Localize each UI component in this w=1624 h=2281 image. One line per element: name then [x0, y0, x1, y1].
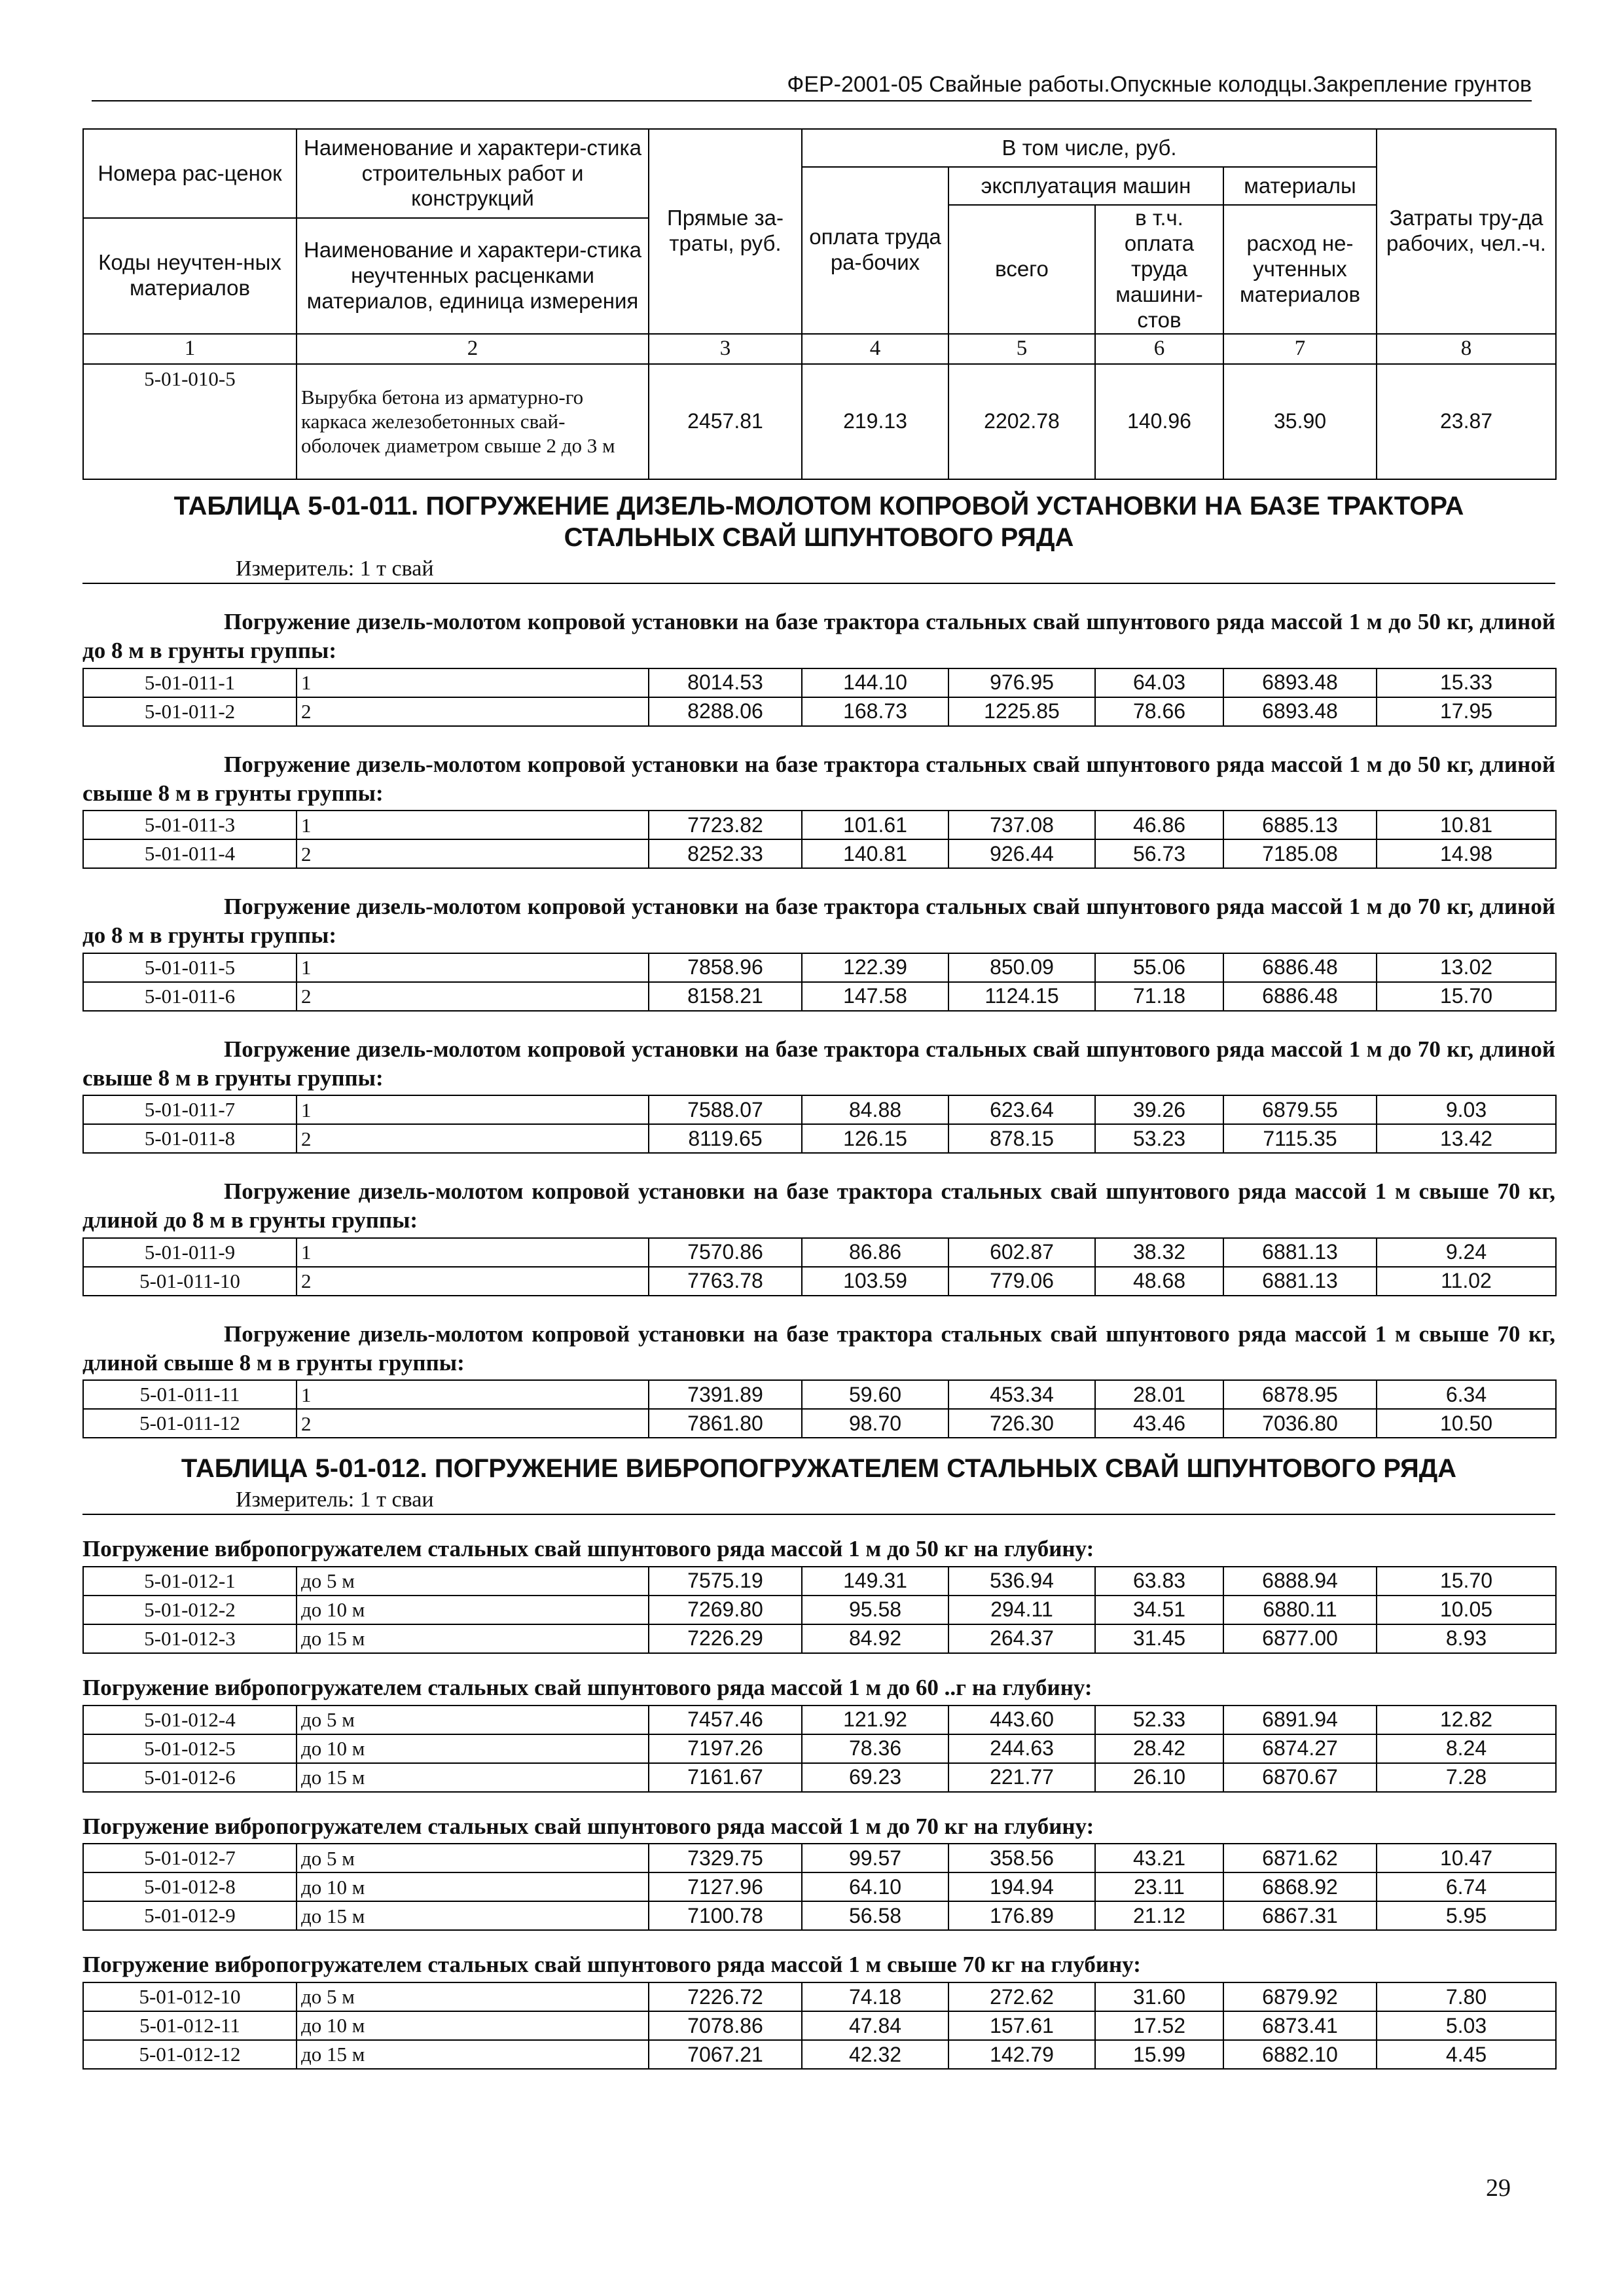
column-number: 8 [1377, 334, 1556, 364]
materials: 6885.13 [1223, 811, 1377, 839]
table-row [83, 1982, 1556, 2011]
labor-costs: 14.98 [1377, 839, 1556, 868]
worker-pay: 74.18 [802, 1982, 948, 2011]
worker-pay: 86.86 [802, 1238, 948, 1267]
machines-total: 221.77 [948, 1763, 1095, 1792]
rate-code: 5-01-012-2 [83, 1596, 297, 1624]
group-title: Погружение вибропогружателем стальных свай шпунтового ряда массой 1 м свыше 70 кг на глубину: [82, 1952, 1141, 1978]
worker-pay: 144.10 [802, 668, 948, 697]
labor-costs: 10.50 [1377, 1409, 1556, 1438]
col-header-work-name: Наименование и характери-стика строительных работ и конструкций [297, 129, 649, 218]
table-row [83, 953, 1556, 982]
rate-name: 2 [297, 697, 649, 726]
machines-total: 623.64 [948, 1095, 1095, 1124]
materials: 6879.55 [1223, 1095, 1377, 1124]
labor-costs: 10.47 [1377, 1844, 1556, 1872]
worker-pay: 122.39 [802, 953, 948, 982]
table-012-title [82, 1438, 1555, 1485]
machines-total: 272.62 [948, 1982, 1095, 2011]
materials: 7036.80 [1223, 1409, 1377, 1438]
rate-code: 5-01-012-1 [83, 1567, 297, 1596]
table-row [83, 811, 1556, 839]
direct-costs: 7570.86 [649, 1238, 802, 1267]
rate-name: 1 [297, 668, 649, 697]
rate-code: 5-01-011-2 [83, 697, 297, 726]
machines-total: 926.44 [948, 839, 1095, 868]
group-title: Погружение дизель-молотом копровой установки на базе трактора стальных свай шпунтового ряда массой 1 м до 50 кг, длиной свыше 8 м в грунты группы: [82, 751, 1555, 806]
direct-costs: 7161.67 [649, 1763, 802, 1792]
direct-costs: 7269.80 [649, 1596, 802, 1624]
direct-costs: 2457.81 [649, 364, 802, 479]
materials: 6867.31 [1223, 1901, 1377, 1930]
worker-pay: 99.57 [802, 1844, 948, 1872]
table-row [83, 1095, 1556, 1124]
rate-name: до 10 м [297, 1734, 649, 1763]
rate-name: до 5 м [297, 1706, 649, 1734]
col-header-material-codes: Коды неучтен-ных материалов [83, 218, 297, 334]
machines-total: 157.61 [948, 2011, 1095, 2040]
worker-pay: 95.58 [802, 1596, 948, 1624]
materials: 6877.00 [1223, 1624, 1377, 1653]
rate-name: до 15 м [297, 1763, 649, 1792]
rates-table [82, 810, 1557, 869]
machinist-pay: 63.83 [1095, 1567, 1223, 1596]
rates-table [82, 1982, 1557, 2070]
rates-table [82, 953, 1557, 1012]
machinist-pay: 43.21 [1095, 1844, 1223, 1872]
table-row [83, 2011, 1556, 2040]
table-row [83, 2040, 1556, 2069]
labor-costs: 15.70 [1377, 982, 1556, 1011]
worker-pay: 64.10 [802, 1872, 948, 1901]
group-title: Погружение дизель-молотом копровой установки на базе трактора стальных свай шпунтового ряда массой 1 м до 50 кг, длиной до 8 м в грунты группы: [82, 609, 1555, 664]
machines-total: 850.09 [948, 953, 1095, 982]
group-title: Погружение вибропогружателем стальных свай шпунтового ряда массой 1 м до 60 ..г на глубину: [82, 1674, 1092, 1700]
table-row [83, 839, 1556, 868]
direct-costs: 8158.21 [649, 982, 802, 1011]
col-header-including: В том числе, руб. [802, 129, 1377, 167]
table-011-title-line: СТАЛЬНЫХ СВАЙ ШПУНТОВОГО РЯДА [564, 523, 1074, 553]
col-header-worker-pay: оплата труда ра-бочих [802, 167, 948, 334]
worker-pay: 84.92 [802, 1624, 948, 1653]
machinist-pay: 78.66 [1095, 697, 1223, 726]
materials: 6868.92 [1223, 1872, 1377, 1901]
machinist-pay: 34.51 [1095, 1596, 1223, 1624]
machines-total: 244.63 [948, 1734, 1095, 1763]
labor-costs: 13.02 [1377, 953, 1556, 982]
group-title: Погружение дизель-молотом копровой установки на базе трактора стальных свай шпунтового ряда массой 1 м до 70 кг, длиной свыше 8 м в грунты группы: [82, 1036, 1555, 1091]
rate-name: до 15 м [297, 1624, 649, 1653]
col-header-machinist-pay: в т.ч. оплата труда машини-стов [1095, 205, 1223, 334]
rate-code: 5-01-011-10 [83, 1267, 297, 1296]
worker-pay: 84.88 [802, 1095, 948, 1124]
column-number: 1 [83, 334, 297, 364]
materials: 35.90 [1223, 364, 1377, 479]
machines-total: 453.34 [948, 1380, 1095, 1409]
rate-code: 5-01-011-6 [83, 982, 297, 1011]
machinist-pay: 48.68 [1095, 1267, 1223, 1296]
rates-table [82, 1095, 1557, 1154]
rate-name: 2 [297, 1409, 649, 1438]
direct-costs: 7861.80 [649, 1409, 802, 1438]
worker-pay: 59.60 [802, 1380, 948, 1409]
rate-name: 1 [297, 1095, 649, 1124]
materials: 6880.11 [1223, 1596, 1377, 1624]
direct-costs: 8288.06 [649, 697, 802, 726]
labor-costs: 23.87 [1377, 364, 1556, 479]
machines-total: 176.89 [948, 1901, 1095, 1930]
machinist-pay: 23.11 [1095, 1872, 1223, 1901]
materials: 6881.13 [1223, 1267, 1377, 1296]
direct-costs: 7575.19 [649, 1567, 802, 1596]
direct-costs: 7197.26 [649, 1734, 802, 1763]
materials: 6874.27 [1223, 1734, 1377, 1763]
labor-costs: 15.33 [1377, 668, 1556, 697]
direct-costs: 8119.65 [649, 1124, 802, 1153]
machinist-pay: 38.32 [1095, 1238, 1223, 1267]
rate-name: до 10 м [297, 2011, 649, 2040]
column-numbers-row [83, 334, 1556, 364]
direct-costs: 8014.53 [649, 668, 802, 697]
rate-code: 5-01-011-11 [83, 1380, 297, 1409]
machines-total: 2202.78 [948, 364, 1095, 479]
worker-pay: 140.81 [802, 839, 948, 868]
labor-costs: 8.24 [1377, 1734, 1556, 1763]
worker-pay: 98.70 [802, 1409, 948, 1438]
materials: 6879.92 [1223, 1982, 1377, 2011]
column-number: 6 [1095, 334, 1223, 364]
machines-total: 726.30 [948, 1409, 1095, 1438]
materials: 6878.95 [1223, 1380, 1377, 1409]
machinist-pay: 64.03 [1095, 668, 1223, 697]
machines-total: 443.60 [948, 1706, 1095, 1734]
labor-costs: 8.93 [1377, 1624, 1556, 1653]
labor-costs: 6.34 [1377, 1380, 1556, 1409]
rate-code: 5-01-010-5 [83, 364, 297, 479]
machines-total: 779.06 [948, 1267, 1095, 1296]
machinist-pay: 43.46 [1095, 1409, 1223, 1438]
machines-total: 737.08 [948, 811, 1095, 839]
table-012-groups [82, 1515, 1555, 2070]
rate-name: до 5 м [297, 1567, 649, 1596]
table-row [83, 1734, 1556, 1763]
rate-code: 5-01-012-12 [83, 2040, 297, 2069]
rate-code: 5-01-011-9 [83, 1238, 297, 1267]
column-number: 5 [948, 334, 1095, 364]
machinist-pay: 53.23 [1095, 1124, 1223, 1153]
rate-name: до 10 м [297, 1596, 649, 1624]
rate-code: 5-01-011-7 [83, 1095, 297, 1124]
rate-code: 5-01-012-11 [83, 2011, 297, 2040]
table-row [83, 1872, 1556, 1901]
rate-name: 1 [297, 953, 649, 982]
rate-name: до 15 м [297, 1901, 649, 1930]
machines-total: 358.56 [948, 1844, 1095, 1872]
labor-costs: 17.95 [1377, 697, 1556, 726]
rate-name: 1 [297, 1380, 649, 1409]
rate-code: 5-01-011-8 [83, 1124, 297, 1153]
machinist-pay: 15.99 [1095, 2040, 1223, 2069]
col-header-materials: материалы [1223, 167, 1377, 205]
rate-code: 5-01-012-6 [83, 1763, 297, 1792]
rate-code: 5-01-012-4 [83, 1706, 297, 1734]
rates-table [82, 668, 1557, 727]
col-header-material-names: Наименование и характери-стика неучтенных расценками материалов, единица измерения [297, 218, 649, 334]
column-number: 7 [1223, 334, 1377, 364]
direct-costs: 7078.86 [649, 2011, 802, 2040]
table-011-groups [82, 584, 1555, 1438]
rates-table [82, 1379, 1557, 1438]
table-row [83, 982, 1556, 1011]
materials: 6893.48 [1223, 697, 1377, 726]
table-012-title-line: ТАБЛИЦА 5-01-012. ПОГРУЖЕНИЕ ВИБРОПОГРУЖАТЕЛЕМ СТАЛЬНЫХ СВАЙ ШПУНТОВОГО РЯДА [181, 1454, 1457, 1484]
group-title: Погружение вибропогружателем стальных свай шпунтового ряда массой 1 м до 50 кг на глубину: [82, 1536, 1094, 1562]
labor-costs: 10.05 [1377, 1596, 1556, 1624]
column-number: 4 [802, 334, 948, 364]
materials: 6870.67 [1223, 1763, 1377, 1792]
labor-costs: 15.70 [1377, 1567, 1556, 1596]
table-row [83, 668, 1556, 697]
column-number: 3 [649, 334, 802, 364]
worker-pay: 56.58 [802, 1901, 948, 1930]
materials: 6881.13 [1223, 1238, 1377, 1267]
table-011-measure: Измеритель: 1 т свай [82, 557, 1555, 584]
direct-costs: 7226.72 [649, 1982, 802, 2011]
rate-name: 2 [297, 982, 649, 1011]
labor-costs: 9.24 [1377, 1238, 1556, 1267]
machinist-pay: 31.45 [1095, 1624, 1223, 1653]
table-012-measure: Измеритель: 1 т сваи [82, 1487, 1555, 1515]
rate-code: 5-01-012-3 [83, 1624, 297, 1653]
labor-costs: 5.03 [1377, 2011, 1556, 2040]
direct-costs: 7226.29 [649, 1624, 802, 1653]
rate-code: 5-01-011-4 [83, 839, 297, 868]
materials: 6886.48 [1223, 982, 1377, 1011]
col-header-labor-costs: Затраты тру-да рабочих, чел.-ч. [1377, 129, 1556, 334]
rates-table [82, 1566, 1557, 1654]
table-row [83, 1124, 1556, 1153]
table-row [83, 1567, 1556, 1596]
labor-costs: 4.45 [1377, 2040, 1556, 2069]
rate-name: до 15 м [297, 2040, 649, 2069]
rate-code: 5-01-012-9 [83, 1901, 297, 1930]
labor-costs: 11.02 [1377, 1267, 1556, 1296]
materials: 6893.48 [1223, 668, 1377, 697]
machinist-pay: 140.96 [1095, 364, 1223, 479]
materials: 6882.10 [1223, 2040, 1377, 2069]
worker-pay: 103.59 [802, 1267, 948, 1296]
table-row [83, 1409, 1556, 1438]
rate-name: Вырубка бетона из арматурно-го каркаса железобетонных свай-оболочек диаметром свыше 2 до 3 м [297, 364, 649, 479]
machines-total: 536.94 [948, 1567, 1095, 1596]
table-011-title-line: ТАБЛИЦА 5-01-011. ПОГРУЖЕНИЕ ДИЗЕЛЬ-МОЛОТОМ КОПРОВОЙ УСТАНОВКИ НА БАЗЕ ТРАКТОРА [173, 491, 1464, 520]
direct-costs: 8252.33 [649, 839, 802, 868]
rate-code: 5-01-011-5 [83, 953, 297, 982]
materials: 7185.08 [1223, 839, 1377, 868]
machinist-pay: 26.10 [1095, 1763, 1223, 1792]
header-table [82, 128, 1557, 480]
table-row [83, 1267, 1556, 1296]
group-title: Погружение вибропогружателем стальных свай шпунтового ряда массой 1 м до 70 кг на глубину: [82, 1813, 1094, 1839]
table-row [83, 1596, 1556, 1624]
labor-costs: 5.95 [1377, 1901, 1556, 1930]
direct-costs: 7763.78 [649, 1267, 802, 1296]
direct-costs: 7858.96 [649, 953, 802, 982]
machinist-pay: 28.01 [1095, 1380, 1223, 1409]
table-row [83, 1901, 1556, 1930]
materials: 6871.62 [1223, 1844, 1377, 1872]
table-row [83, 1238, 1556, 1267]
machines-total: 294.11 [948, 1596, 1095, 1624]
worker-pay: 78.36 [802, 1734, 948, 1763]
materials: 6888.94 [1223, 1567, 1377, 1596]
direct-costs: 7588.07 [649, 1095, 802, 1124]
column-number: 2 [297, 334, 649, 364]
table-row [83, 697, 1556, 726]
materials: 7115.35 [1223, 1124, 1377, 1153]
rate-name: до 10 м [297, 1872, 649, 1901]
page-content [82, 128, 1555, 2070]
rates-table [82, 1705, 1557, 1793]
machines-total: 142.79 [948, 2040, 1095, 2069]
worker-pay: 168.73 [802, 697, 948, 726]
worker-pay: 42.32 [802, 2040, 948, 2069]
rate-code: 5-01-012-7 [83, 1844, 297, 1872]
machinist-pay: 55.06 [1095, 953, 1223, 982]
worker-pay: 101.61 [802, 811, 948, 839]
direct-costs: 7329.75 [649, 1844, 802, 1872]
rate-code: 5-01-012-10 [83, 1982, 297, 2011]
labor-costs: 9.03 [1377, 1095, 1556, 1124]
machines-total: 264.37 [948, 1624, 1095, 1653]
rate-name: 2 [297, 1124, 649, 1153]
machines-total: 878.15 [948, 1124, 1095, 1153]
machinist-pay: 71.18 [1095, 982, 1223, 1011]
worker-pay: 147.58 [802, 982, 948, 1011]
machinist-pay: 17.52 [1095, 2011, 1223, 2040]
rate-code: 5-01-012-5 [83, 1734, 297, 1763]
worker-pay: 69.23 [802, 1763, 948, 1792]
rate-name: 1 [297, 811, 649, 839]
group-title: Погружение дизель-молотом копровой установки на базе трактора стальных свай шпунтового ряда массой 1 м свыше 70 кг, длиной до 8 м в грунты группы: [82, 1178, 1555, 1233]
rate-name: 1 [297, 1238, 649, 1267]
labor-costs: 10.81 [1377, 811, 1556, 839]
labor-costs: 13.42 [1377, 1124, 1556, 1153]
direct-costs: 7100.78 [649, 1901, 802, 1930]
machinist-pay: 21.12 [1095, 1901, 1223, 1930]
direct-costs: 7067.21 [649, 2040, 802, 2069]
machinist-pay: 56.73 [1095, 839, 1223, 868]
machines-total: 602.87 [948, 1238, 1095, 1267]
page-number: 29 [1486, 2174, 1511, 2202]
materials: 6873.41 [1223, 2011, 1377, 2040]
rate-name: до 5 м [297, 1844, 649, 1872]
worker-pay: 219.13 [802, 364, 948, 479]
rate-code: 5-01-011-12 [83, 1409, 297, 1438]
rates-table [82, 1237, 1557, 1296]
group-title: Погружение дизель-молотом копровой установки на базе трактора стальных свай шпунтового ряда массой 1 м свыше 70 кг, длиной свыше 8 м в грунты группы: [82, 1321, 1555, 1376]
table-row [83, 1844, 1556, 1872]
worker-pay: 121.92 [802, 1706, 948, 1734]
worker-pay: 47.84 [802, 2011, 948, 2040]
machines-total: 1225.85 [948, 697, 1095, 726]
col-header-machines-total: всего [948, 205, 1095, 334]
machinist-pay: 52.33 [1095, 1706, 1223, 1734]
machines-total: 976.95 [948, 668, 1095, 697]
labor-costs: 6.74 [1377, 1872, 1556, 1901]
machinist-pay: 28.42 [1095, 1734, 1223, 1763]
col-header-machines: эксплуатация машин [948, 167, 1223, 205]
materials: 6891.94 [1223, 1706, 1377, 1734]
labor-costs: 7.28 [1377, 1763, 1556, 1792]
table-row [83, 1624, 1556, 1653]
rate-name: 2 [297, 839, 649, 868]
col-header-direct-costs: Прямые за-траты, руб. [649, 129, 802, 334]
table-row [83, 1706, 1556, 1734]
group-title: Погружение дизель-молотом копровой установки на базе трактора стальных свай шпунтового ряда массой 1 м до 70 кг, длиной до 8 м в грунты группы: [82, 894, 1555, 949]
table-011-title [82, 480, 1555, 555]
direct-costs: 7457.46 [649, 1706, 802, 1734]
rate-name: 2 [297, 1267, 649, 1296]
machines-total: 1124.15 [948, 982, 1095, 1011]
rates-table [82, 1843, 1557, 1931]
direct-costs: 7723.82 [649, 811, 802, 839]
machines-total: 194.94 [948, 1872, 1095, 1901]
machinist-pay: 39.26 [1095, 1095, 1223, 1124]
col-header-unaccounted-materials: расход не-учтенных материалов [1223, 205, 1377, 334]
col-header-rate-numbers: Номера рас-ценок [83, 129, 297, 218]
direct-costs: 7127.96 [649, 1872, 802, 1901]
rate-code: 5-01-012-8 [83, 1872, 297, 1901]
rate-code: 5-01-011-1 [83, 668, 297, 697]
materials: 6886.48 [1223, 953, 1377, 982]
rate-code: 5-01-011-3 [83, 811, 297, 839]
labor-costs: 7.80 [1377, 1982, 1556, 2011]
labor-costs: 12.82 [1377, 1706, 1556, 1734]
table-row [83, 1763, 1556, 1792]
table-row [83, 364, 1556, 479]
table-row [83, 1380, 1556, 1409]
machinist-pay: 46.86 [1095, 811, 1223, 839]
worker-pay: 149.31 [802, 1567, 948, 1596]
worker-pay: 126.15 [802, 1124, 948, 1153]
machinist-pay: 31.60 [1095, 1982, 1223, 2011]
rate-name: до 5 м [297, 1982, 649, 2011]
direct-costs: 7391.89 [649, 1380, 802, 1409]
page-header: ФЕР-2001-05 Свайные работы.Опускные колодцы.Закрепление грунтов [92, 72, 1532, 101]
